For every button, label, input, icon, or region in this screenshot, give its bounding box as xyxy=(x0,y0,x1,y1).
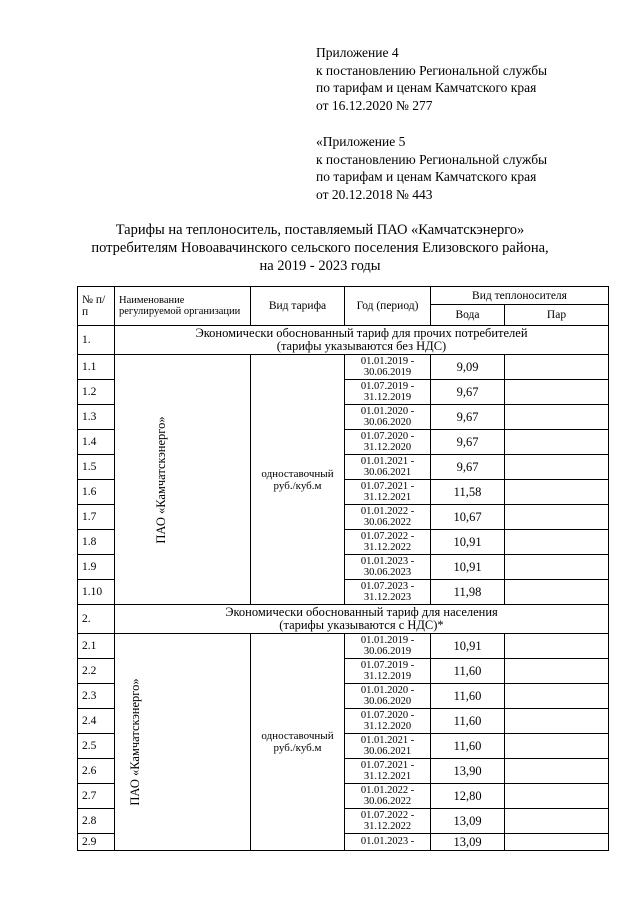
steam-value xyxy=(505,355,609,380)
section-title xyxy=(115,605,609,634)
steam-value xyxy=(505,834,609,851)
period-cell xyxy=(345,355,431,380)
period-to: 31.12.2019 xyxy=(363,392,412,403)
period-from: 01.01.2019 - xyxy=(360,634,415,646)
title-line: Тарифы на теплоноситель, поставляемый ПАО «Камчатскэнерго» xyxy=(115,222,525,238)
appendix-header-current xyxy=(316,44,547,114)
row-num: 2.1 xyxy=(78,634,115,659)
period-cell xyxy=(345,809,431,834)
row-num: 1.8 xyxy=(78,530,115,555)
water-value: 11,60 xyxy=(431,659,505,684)
water-value: 13,09 xyxy=(431,809,505,834)
org-cell xyxy=(115,355,251,605)
section-title xyxy=(115,326,609,355)
period-to: 30.06.2019 xyxy=(363,367,412,378)
document-title xyxy=(0,221,640,275)
period-to: 31.12.2023 xyxy=(363,592,412,603)
period-cell xyxy=(345,834,431,851)
period-to: 30.06.2022 xyxy=(363,796,412,807)
period-cell xyxy=(345,555,431,580)
period-from: 01.01.2021 - xyxy=(360,455,415,467)
section-title-line: (тарифы указываются без НДС) xyxy=(276,339,447,353)
title-line: на 2019 - 2023 годы xyxy=(259,258,381,274)
tariff-table-body xyxy=(78,287,609,851)
steam-value xyxy=(505,530,609,555)
section-num: 2. xyxy=(78,605,115,634)
water-value: 9,67 xyxy=(431,405,505,430)
water-value: 11,60 xyxy=(431,734,505,759)
water-value: 11,58 xyxy=(431,480,505,505)
section-row xyxy=(78,605,609,634)
steam-value xyxy=(505,380,609,405)
header-water: Вода xyxy=(431,305,505,326)
steam-value xyxy=(505,659,609,684)
appendix-line: по тарифам и ценам Камчатского края xyxy=(316,80,537,95)
period-from: 01.01.2021 - xyxy=(360,734,415,746)
water-value: 9,67 xyxy=(431,455,505,480)
water-value: 10,91 xyxy=(431,530,505,555)
steam-value xyxy=(505,759,609,784)
period-cell xyxy=(345,455,431,480)
period-cell xyxy=(345,684,431,709)
table-row xyxy=(78,355,609,380)
period-to: 31.12.2021 xyxy=(363,771,412,782)
period-to: 30.06.2020 xyxy=(363,696,412,707)
header-org: Наименование регулируемой организации xyxy=(115,287,251,326)
period-from: 01.07.2020 - xyxy=(360,430,415,442)
period-from: 01.01.2022 - xyxy=(360,784,415,796)
appendix-line: от 16.12.2020 № 277 xyxy=(316,97,433,113)
tariff-unit-line: руб./куб.м xyxy=(273,479,322,492)
header-tariff-type: Вид тарифа xyxy=(251,287,345,326)
water-value: 12,80 xyxy=(431,784,505,809)
org-name: ПАО «Камчатскэнерго» xyxy=(153,415,168,544)
steam-value xyxy=(505,580,609,605)
steam-value xyxy=(505,634,609,659)
row-num: 2.2 xyxy=(78,659,115,684)
org-name: ПАО «Камчатскэнерго» xyxy=(127,678,142,806)
row-num: 2.4 xyxy=(78,709,115,734)
period-to: 31.12.2019 xyxy=(363,671,412,682)
row-num: 1.1 xyxy=(78,355,115,380)
tariff-type-cell xyxy=(251,355,345,605)
steam-value xyxy=(505,455,609,480)
period-cell xyxy=(345,659,431,684)
steam-value xyxy=(505,784,609,809)
period-cell xyxy=(345,580,431,605)
appendix-line: «Приложение 5 xyxy=(316,134,406,149)
water-value: 11,98 xyxy=(431,580,505,605)
row-num: 2.8 xyxy=(78,809,115,834)
row-num: 1.5 xyxy=(78,455,115,480)
tariff-type-line: одноставочный xyxy=(261,730,334,742)
period-from: 01.07.2023 - xyxy=(360,580,415,592)
period-to: 31.12.2022 xyxy=(363,821,412,832)
period-cell xyxy=(345,759,431,784)
appendix-line: Приложение 4 xyxy=(316,45,399,60)
period-from: 01.07.2019 - xyxy=(360,659,415,671)
period-from: 01.01.2019 - xyxy=(360,355,415,367)
water-value: 10,91 xyxy=(431,634,505,659)
water-value: 9,67 xyxy=(431,380,505,405)
row-num: 2.6 xyxy=(78,759,115,784)
section-num: 1. xyxy=(78,326,115,355)
header-row xyxy=(78,287,609,305)
tariff-type-cell xyxy=(251,634,345,851)
row-num: 1.10 xyxy=(78,580,115,605)
steam-value xyxy=(505,809,609,834)
row-num: 1.3 xyxy=(78,405,115,430)
period-cell xyxy=(345,380,431,405)
period-from: 01.01.2020 - xyxy=(360,684,415,696)
period-to: 30.06.2023 xyxy=(363,567,412,578)
header-carrier: Вид теплоносителя xyxy=(431,287,609,305)
period-cell xyxy=(345,505,431,530)
tariff-unit-line: руб./куб.м xyxy=(273,742,322,754)
row-num: 2.9 xyxy=(78,834,115,851)
period-cell xyxy=(345,480,431,505)
water-value: 11,60 xyxy=(431,684,505,709)
water-value: 13,90 xyxy=(431,759,505,784)
appendix-line: по тарифам и ценам Камчатского края xyxy=(316,169,537,184)
steam-value xyxy=(505,430,609,455)
period-to: 30.06.2021 xyxy=(363,467,412,478)
row-num: 1.7 xyxy=(78,505,115,530)
period-cell xyxy=(345,530,431,555)
org-cell xyxy=(115,634,251,851)
header-steam: Пар xyxy=(505,305,609,326)
water-value: 11,60 xyxy=(431,709,505,734)
section-title-line: Экономически обоснованный тариф для прочих потребителей xyxy=(195,326,528,340)
title-line: потребителям Новоавачинского сельского поселения Елизовского района, xyxy=(91,240,549,256)
period-to: 30.06.2020 xyxy=(363,417,412,428)
row-num: 2.7 xyxy=(78,784,115,809)
tariff-type-line: одноставочный xyxy=(261,467,334,480)
period-cell xyxy=(345,405,431,430)
period-from: 01.07.2021 - xyxy=(360,759,415,771)
period-to: 31.12.2020 xyxy=(363,442,412,453)
steam-value xyxy=(505,709,609,734)
period-from: 01.01.2023 - xyxy=(360,555,415,567)
appendix-header-amended xyxy=(316,133,547,203)
steam-value xyxy=(505,480,609,505)
tariff-table xyxy=(77,286,609,851)
header-num: № п/п xyxy=(78,287,115,326)
row-num: 1.4 xyxy=(78,430,115,455)
water-value: 13,09 xyxy=(431,834,505,851)
water-value: 10,91 xyxy=(431,555,505,580)
steam-value xyxy=(505,505,609,530)
period-cell xyxy=(345,430,431,455)
period-from: 01.07.2019 - xyxy=(360,380,415,392)
period-to: 30.06.2019 xyxy=(363,646,412,657)
period-cell xyxy=(345,734,431,759)
period-to: 30.06.2021 xyxy=(363,746,412,757)
water-value: 9,09 xyxy=(431,355,505,380)
steam-value xyxy=(505,684,609,709)
table-row xyxy=(78,634,609,659)
period-from: 01.01.2020 - xyxy=(360,405,415,417)
period-to: 31.12.2021 xyxy=(363,492,412,503)
appendix-line: к постановлению Региональной службы xyxy=(316,62,548,78)
header-period: Год (период) xyxy=(345,287,431,326)
period-from: 01.07.2020 - xyxy=(360,709,415,721)
appendix-line: к постановлению Региональной службы xyxy=(316,151,548,167)
row-num: 1.6 xyxy=(78,480,115,505)
period-to: 31.12.2020 xyxy=(363,721,412,732)
period-to: 30.06.2022 xyxy=(363,517,412,528)
water-value: 9,67 xyxy=(431,430,505,455)
period-from: 01.07.2021 - xyxy=(360,480,415,492)
period-cell xyxy=(345,634,431,659)
row-num: 2.3 xyxy=(78,684,115,709)
row-num: 1.2 xyxy=(78,380,115,405)
period-cell xyxy=(345,709,431,734)
period-cell xyxy=(345,784,431,809)
steam-value xyxy=(505,555,609,580)
row-num: 1.9 xyxy=(78,555,115,580)
section-row xyxy=(78,326,609,355)
period-from: 01.07.2022 - xyxy=(360,809,415,821)
period-from: 01.01.2022 - xyxy=(360,505,415,517)
steam-value xyxy=(505,405,609,430)
section-title-line: (тарифы указываются с НДС)* xyxy=(279,618,444,632)
period-to: 31.12.2022 xyxy=(363,542,412,553)
period-from: 01.01.2023 - xyxy=(360,836,415,848)
section-title-line: Экономически обоснованный тариф для населения xyxy=(225,605,498,619)
water-value: 10,67 xyxy=(431,505,505,530)
period-from: 01.07.2022 - xyxy=(360,530,415,542)
row-num: 2.5 xyxy=(78,734,115,759)
steam-value xyxy=(505,734,609,759)
appendix-line: от 20.12.2018 № 443 xyxy=(316,186,433,202)
